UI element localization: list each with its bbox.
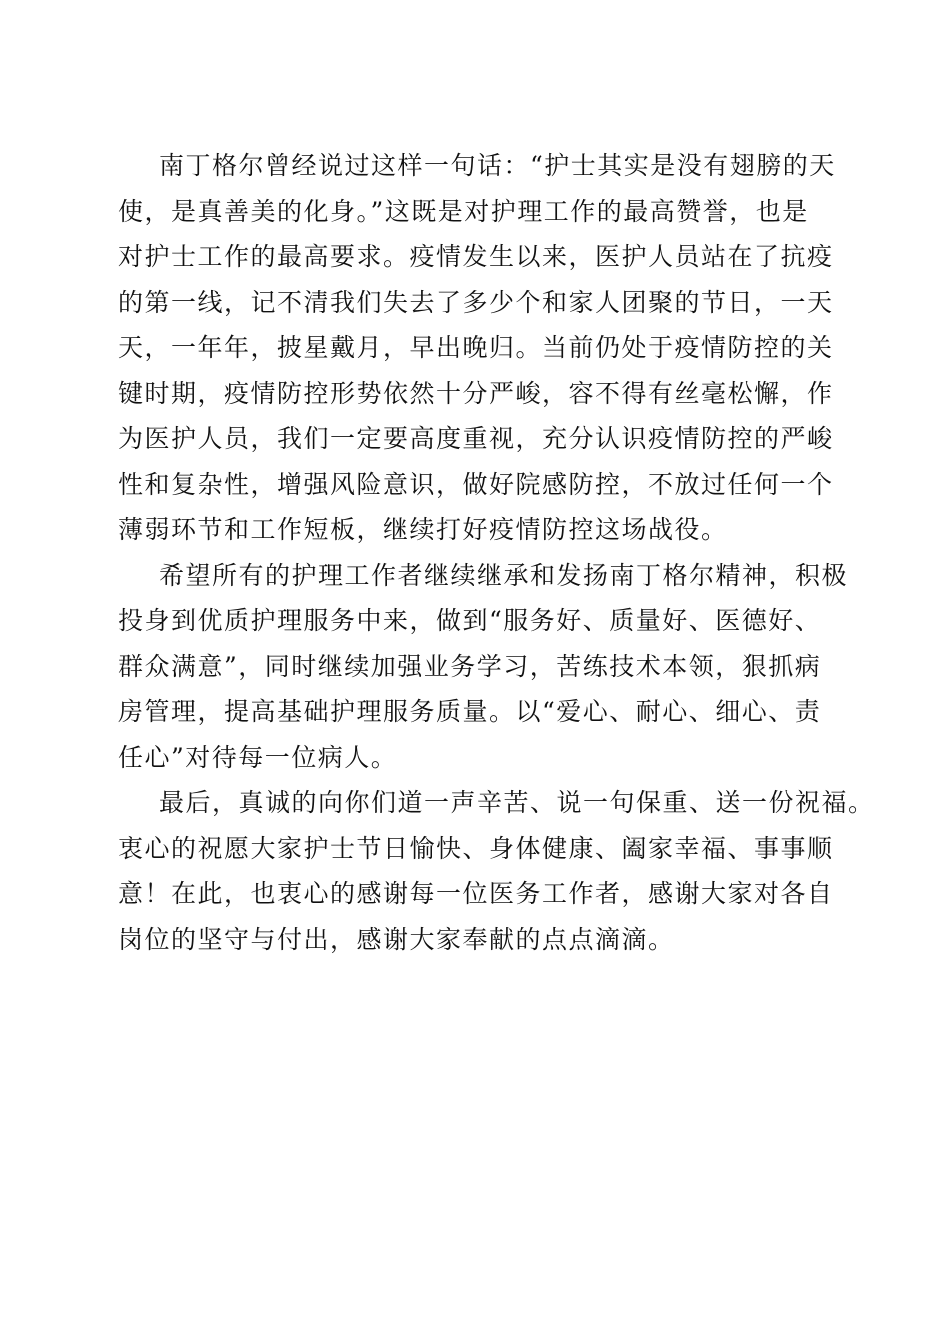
text-line: 任心”对待每一位病人。 <box>118 742 398 772</box>
paragraph-hope <box>118 553 848 781</box>
text-line: 使，是真善美的化身。”这既是对护理工作的最高赞誉，也是 <box>118 196 809 226</box>
text-line: 为医护人员，我们一定要高度重视，充分认识疫情防控的严峻 <box>118 424 834 453</box>
text-line: 最后，真诚的向你们道一声辛苦、说一句保重、送一份祝福。 <box>159 788 875 817</box>
text-line: 房管理，提高基础护理服务质量。以“爱心、耐心、细心、责 <box>118 697 822 726</box>
paragraph-closing <box>118 780 875 962</box>
text-line: 性和复杂性，增强风险意识，做好院感防控，不放过任何一个 <box>118 469 834 499</box>
text-line: 对护士工作的最高要求。疫情发生以来，医护人员站在了抗疫 <box>118 242 834 271</box>
text-line: 意！在此，也衷心的感谢每一位医务工作者，感谢大家对各自 <box>118 879 834 908</box>
text-line: 键时期，疫情防控形势依然十分严峻，容不得有丝毫松懈，作 <box>118 378 834 408</box>
text-line: 天，一年年，披星戴月，早出晚归。当前仍处于疫情防控的关 <box>118 333 834 362</box>
text-line: 南丁格尔曾经说过这样一句话：“护士其实是没有翅膀的天 <box>159 151 836 180</box>
text-line: 希望所有的护理工作者继续继承和发扬南丁格尔精神，积极 <box>159 560 849 590</box>
paragraph-nightingale-quote <box>118 143 848 553</box>
text-line: 的第一线，记不清我们失去了多少个和家人团聚的节日，一天 <box>118 287 834 317</box>
text-line: 薄弱环节和工作短板，继续打好疫情防控这场战役。 <box>118 515 728 544</box>
text-line: 岗位的坚守与付出，感谢大家奉献的点点滴滴。 <box>118 924 675 954</box>
document-body <box>118 143 875 962</box>
text-line: 衷心的祝愿大家护士节日愉快、身体健康、阖家幸福、事事顺 <box>118 833 834 863</box>
text-line: 群众满意”，同时继续加强业务学习，苦练技术本领，狠抓病 <box>118 651 822 681</box>
text-line: 投身到优质护理服务中来，做到“服务好、质量好、医德好、 <box>118 606 822 635</box>
